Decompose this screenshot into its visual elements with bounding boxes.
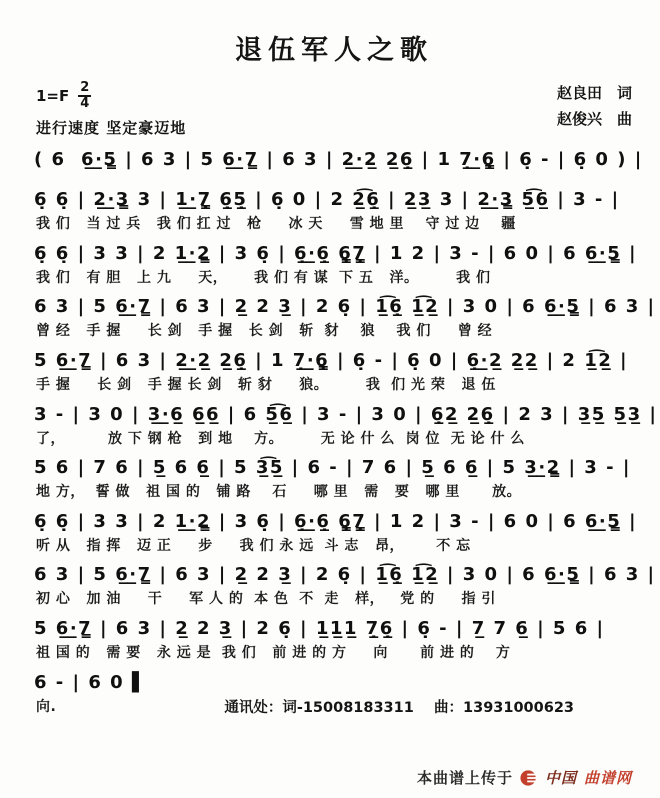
score-line [34,401,658,450]
score-notes-line: 6̣ 6̣ | 3 3 | 2 1̲·̲2̳ | 3 6̣ | 6̲̣·̲6̲̣ 6̳̣7̳̣ | 1 2 | 3 - | 6 0 | 6 6̲·̲5̳ | [34,242,638,264]
lyrics-line [36,175,634,181]
score-line [34,454,634,503]
site-name-china: 中国 [544,769,577,787]
lyrics-line: 我 们 有 胆 上 九 天， 我 们 有 谋 下 五 洋。 我 们 [36,269,491,286]
score-notes-line: 5 6̲·̲7̳ | 6 3 | 2̲·̲2̲ 2̲6̲̣ | 1 7̲̣·̲6̳̣ | 6̣ - | 6̣ 0 | 6̲̣·̲2̲ 2̲2̲ | 2 1̲͡2̲ | [34,350,629,372]
score-line [34,293,656,342]
score-final-line [34,669,634,722]
lyrics-line: 了， 放 下 钢 枪 到 地 方。 无 论 什 么 岗 位 无 论 什 么 [36,430,525,447]
meta-row [36,81,632,138]
score-notes-line: ( 6 6̲·̲5̳ | 6 3 | 5 6̲·̲7̳ | 6 3 | 2̲·̲2̲ 2̲6̲̣ | 1 7̲̣·̲6̳̣ | 6̣ - | 6̣ 0 ) | [34,149,643,171]
score-notes-line: 6 3 | 5 6̲·̲7̳ | 6 3 | 2̲ 2 3̲ | 2 6̣ | 1̲͡6̲̣ 1̲͡2̲ | 3 0 | 6 6̲·̲5̳ | 6 3 | [34,296,656,318]
score-notes-line: 5 6 | 7 6 | 5̲ 6 6̲ | 5 3̲͡5̲ | 6 - | 7 6 | 5̲ 6 6̲ | 5 3̲·̲2̳ | 3 - | [34,457,631,479]
credits [557,81,632,132]
lyricist-credit: 赵良田 词 [556,84,632,102]
site-logo-icon [520,769,538,787]
song-title: 退伍军人之歌 [235,35,433,66]
score-line [34,561,656,610]
score-notes-line: 6̣ 6̣ | 3 3 | 2 1̲·̲2̳ | 3 6̣ | 6̲̣·̲6̲̣ 6̳̣7̳̣ | 1 2 | 3 - | 6 0 | 6 6̲·̲5̳ | [34,510,638,532]
key-signature: 1=F [36,86,70,105]
key-line [36,81,186,110]
time-signature-numerator: 2 [80,80,90,95]
lyrics-line: 曾 经 手 握 长 剑 手 握 长 剑 斩 豺 狼 我 们 曾 经 [36,323,493,340]
upload-note: 本曲谱上传于 [416,769,513,787]
score-line [34,146,643,181]
score-line [34,347,634,396]
score-line [34,240,638,289]
score-notes-line: 3 - | 3 0 | 3̲·̲6̲ 6̲6̲ | 6 5̲͡6̲ | 3 - | 3 0 | 6̲̣2̲ 2̲6̲̣ | 2 3 | 3̲5̲ 5̲3̲ | [34,403,658,425]
score-notes-line: 6 3 | 5 6̲·̲7̳ | 6 3 | 2̲ 2 3̲ | 2 6̣ | 1̲͡6̲̣ 1̲͡2̲ | 3 0 | 6 6̲·̲5̳ | 6 3 | [34,564,656,586]
score [34,146,658,721]
time-signature [78,81,91,110]
score-line [34,186,634,235]
final-lyric-row [34,696,634,722]
lyrics-line: 手 握 长 剑 手 握 长 剑 斩 豺 狼。 我 们 光 荣 退 伍 [36,377,496,394]
time-signature-denominator: 4 [80,95,90,111]
tempo-marking: 进行速度 坚定豪迈地 [36,119,187,138]
lyrics-line: 我 们 当 过 兵 我 们 扛 过 枪 冰 天 雪 地 里 守 过 边 疆 [36,216,516,233]
lyrics-line: 听 从 指 挥 迈 正 步 我 们 永 远 斗 志 昂， 不 忘 [36,537,471,554]
lyrics-line: 地 方， 誓 做 祖 国 的 铺 路 石 哪 里 需 要 哪 里 放。 [36,484,522,501]
footer [417,767,632,788]
score-line [34,615,634,664]
lyrics-line: 初 心 加 油 干 军 人 的 本 色 不 走 样， 党 的 指 引 [36,591,496,608]
contact-info: 通讯处：词-15008183311 曲：13931000623 [224,699,574,716]
key-and-tempo [36,81,186,138]
composer-credit: 赵俊兴 曲 [556,109,632,128]
score-notes-line: 5 6̲·̲7̳ | 6 3 | 2̲ 2 3̲ | 2 6̣ | 1̲1̲1̲ 7̲̣6̲̣ | 6̣ - | 7̲ 7 6̲ | 5 6 | [34,618,605,640]
lyrics-line: 向. [36,698,57,715]
score-line [34,508,638,557]
score-notes-line: 6 - | 6 0 ▌ [34,671,148,693]
lyrics-line: 祖 国 的 需 要 永 远 是 我 们 前 进 的 方 向 前 进 的 方 [36,645,511,662]
site-name-qupu: 曲谱网 [583,769,632,787]
score-lines [34,146,658,663]
score-notes-line: 6̣ 6̣ | 2̲·̲3̳ 3 | 1̲·̲7̳̣ 6̲̣5̲̣ | 6̣ 0 | 2 2̲͡6̲̣ | 2̲3̲ 3 | 2̲·̲3̳ 5̲͡6̲ | 3 - | [34,189,620,211]
